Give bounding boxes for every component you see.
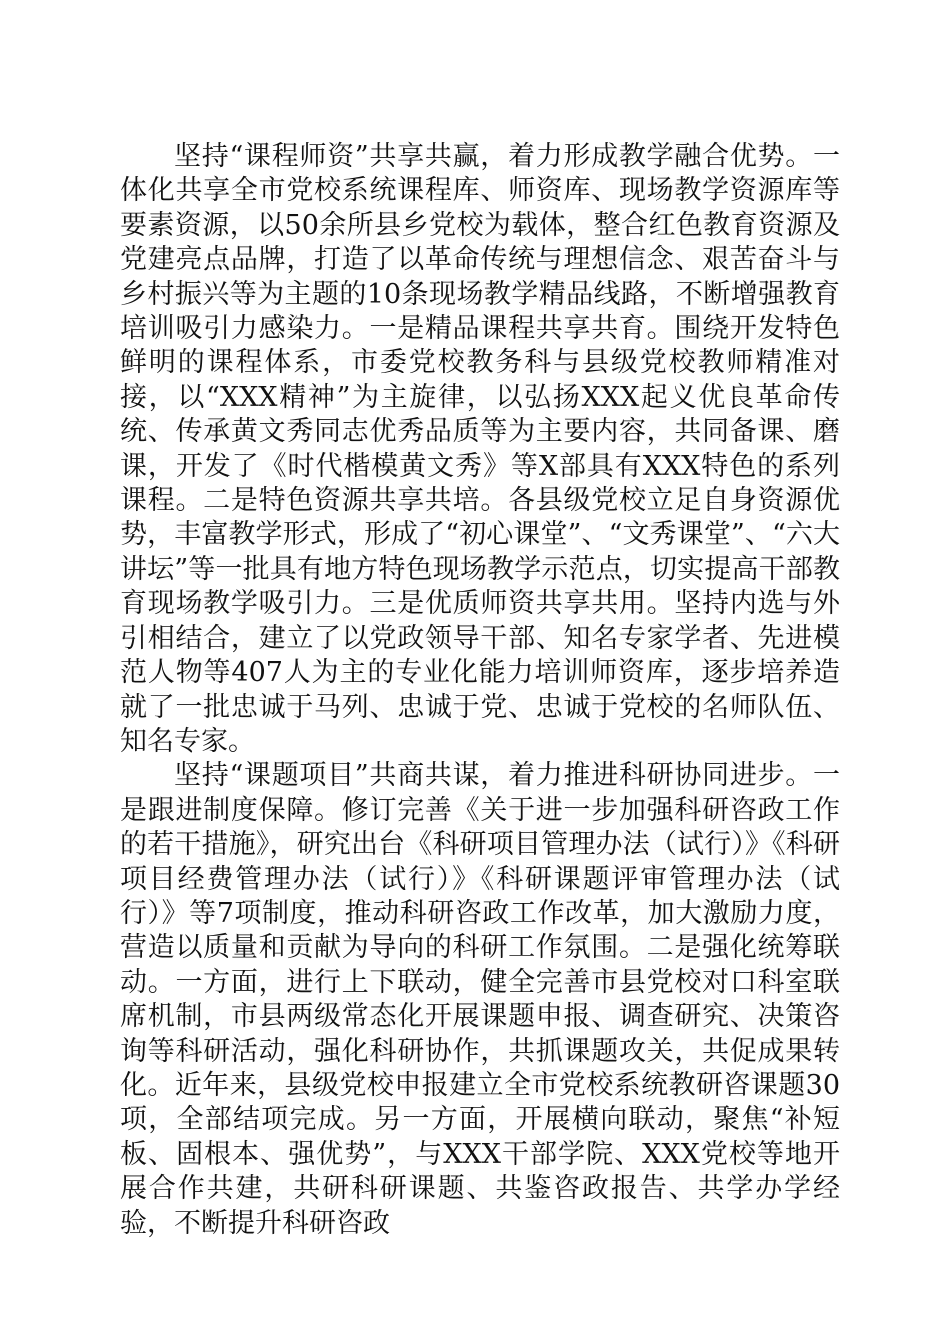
paragraph-course-faculty-sharing: 坚持“课程师资”共享共赢，着力形成教学融合优势。一体化共享全市党校系统课程库、师资库、现场教学资源库等要素资源，以50余所县乡党校为载体，整合红色教育资源及党建亮点品牌，打造了以革命传统与理想信念、艰苦奋斗与乡村振兴等为主题的10条现场教学精品线路，不断增强教育培训吸引力感染力。一是精品课程共享共育。围绕开发特色鲜明的课程体系，市委党校教务科与县级党校教师精准对接，以“XXX精神”为主旋律，以弘扬XXX起义优良革命传统、传承黄文秀同志优秀品质等为主要内容，共同备课、磨课，开发了《时代楷模黄文秀》等X部具有XXX特色的系列课程。二是特色资源共享共培。各县级党校立足自身资源优势，丰富教学形式，形成了“初心课堂”、“文秀课堂”、“六大讲坛”等一批具有地方特色现场教学示范点，切实提高干部教育现场教学吸引力。三是优质师资共享共用。坚持内选与外引相结合，建立了以党政领导干部、知名专家学者、先进模范人物等407人为主的专业化能力培训师资库，逐步培养造就了一批忠诚于马列、忠诚于党、忠诚于党校的名师队伍、知名专家。 (120, 141, 840, 757)
paragraph-research-collaboration: 坚持“课题项目”共商共谋，着力推进科研协同进步。一是跟进制度保障。修订完善《关于进一步加强科研咨政工作的若干措施》，研究出台《科研项目管理办法（试行）》《科研项目经费管理办法（试行）》《科研课题评审管理办法（试行）》等7项制度，推动科研咨政工作改革，加大激励力度，营造以质量和贡献为导向的科研工作氛围。二是强化统筹联动。一方面，进行上下联动，健全完善市县党校对口科室联席机制，市县两级常态化开展课题申报、调查研究、决策咨询等科研活动，强化科研协作，共抓课题攻关，共促成果转化。近年来，县级党校申报建立全市党校系统教研咨课题30项，全部结项完成。另一方面，开展横向联动，聚焦“补短板、固根本、强优势”，与XXX干部学院、XXX党校等地开展合作共建，共研科研课题、共鉴咨政报告、共学办学经验，不断提升科研咨政 (120, 760, 840, 1239)
document-body (120, 140, 840, 1241)
